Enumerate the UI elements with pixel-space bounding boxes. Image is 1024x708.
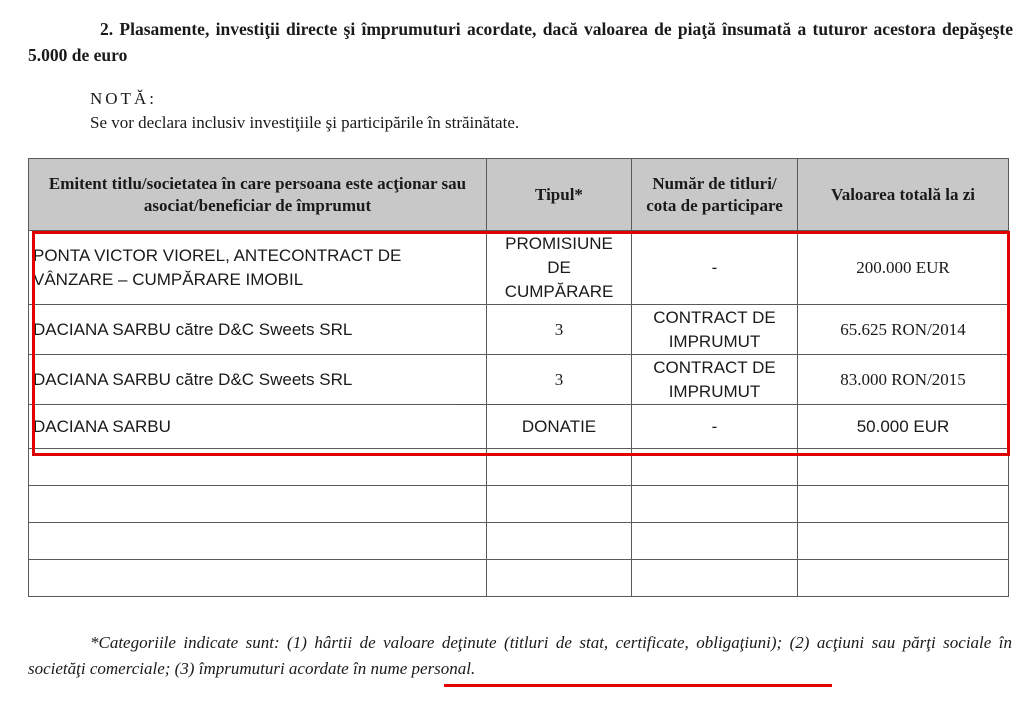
cell-emitent: DACIANA SARBU către D&C Sweets SRL	[29, 355, 487, 405]
cell-valoare: 65.625 RON/2014	[798, 305, 1009, 355]
nota-label: NOTĂ:	[90, 89, 157, 108]
cell-valoare: 50.000 EUR	[798, 405, 1009, 449]
table-row	[29, 305, 1009, 355]
cell-tipul: DONATIE	[487, 405, 632, 449]
cell-numar: CONTRACT DE IMPRUMUT	[632, 305, 798, 355]
section-heading: 2. Plasamente, investiţii directe şi împrumuturi acordate, dacă valoarea de piaţă însumată a tuturor acestora depăşeşte 5.000 de euro	[28, 19, 1013, 65]
empty-row	[29, 449, 1009, 486]
investments-table	[28, 158, 1009, 597]
nota-text: Se vor declara inclusiv investiţiile şi participările în străinătate.	[90, 113, 520, 132]
cell-emitent: DACIANA SARBU către D&C Sweets SRL	[29, 305, 487, 355]
table-row	[29, 405, 1009, 449]
col-header-numar: Număr de titluri/ cota de participare	[632, 159, 798, 231]
cell-valoare: 200.000 EUR	[798, 231, 1009, 305]
col-header-valoare: Valoarea totală la zi	[798, 159, 1009, 231]
footnote: *Categoriile indicate sunt: (1) hârtii de valoare deţinute (titluri de stat, certificate, obligaţiuni); (2) acţiuni sau părţi sociale în societăţi comerciale; (3) împrumuturi acordate în nume personal.	[28, 633, 1012, 678]
cell-tipul: 3	[487, 355, 632, 405]
cell-emitent: PONTA VICTOR VIOREL, ANTECONTRACT DE VÂNZARE – CUMPĂRARE IMOBIL	[29, 231, 487, 305]
handwritten-line	[455, 404, 625, 405]
empty-row	[29, 486, 1009, 523]
red-underline-mark	[444, 684, 832, 687]
cell-emitent: DACIANA SARBU	[29, 405, 487, 449]
col-header-emitent: Emitent titlu/societatea în care persoana este acţionar sau asociat/beneficiar de împrumut	[29, 159, 487, 231]
table-row	[29, 355, 1009, 405]
cell-tipul: 3	[487, 305, 632, 355]
cell-tipul: PROMISIUNE DE CUMPĂRARE	[487, 231, 632, 305]
cell-numar: -	[632, 231, 798, 305]
table-row	[29, 231, 1009, 305]
empty-row	[29, 560, 1009, 597]
cell-numar: CONTRACT DE IMPRUMUT	[632, 355, 798, 405]
col-header-tipul: Tipul*	[487, 159, 632, 231]
empty-row	[29, 523, 1009, 560]
cell-numar: -	[632, 405, 798, 449]
table-header-row	[29, 159, 1009, 231]
cell-valoare: 83.000 RON/2015	[798, 355, 1009, 405]
